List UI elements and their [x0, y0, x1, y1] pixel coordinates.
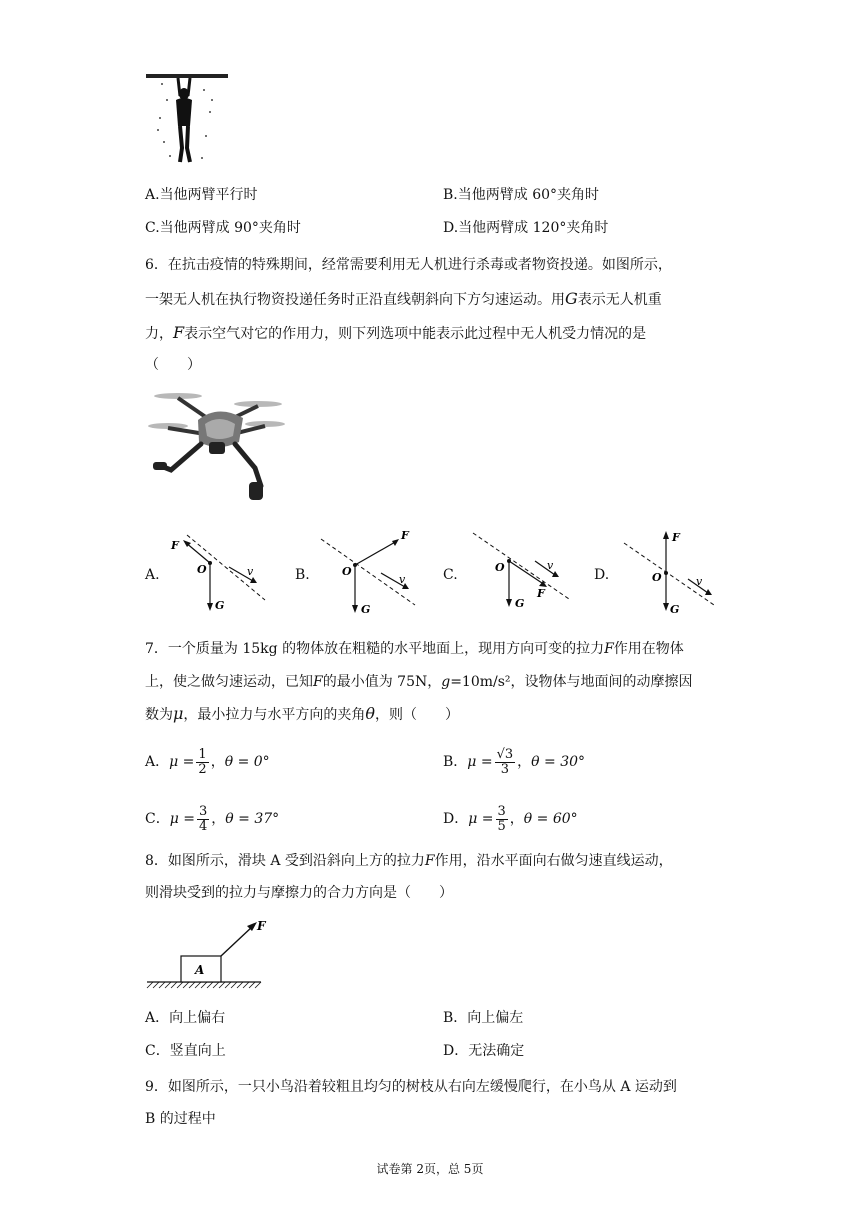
q6-line-4: （ ） [145, 357, 201, 373]
svg-text:F: F [171, 539, 179, 552]
q7-option-c: C．μ = $\frac{3}{4}$ ，θ = 37° [145, 803, 280, 834]
q7-line-1: 7．一个质量为 15kg 的物体放在粗糙的水平地面上，现用方向可变的拉力F作用在物体 [145, 641, 684, 657]
q6-option-c-key: C. [443, 567, 458, 583]
q8-block-diagram [143, 912, 268, 994]
svg-text:O: O [342, 565, 352, 578]
q6-option-a-key: A. [145, 567, 160, 583]
svg-text:v: v [399, 573, 406, 586]
q6-line-2: 一架无人机在执行物资投递任务时正沿直线朝斜向下方匀速运动。用G表示无人机重 [145, 289, 662, 308]
q7-line-3: 数为μ，最小拉力与水平方向的夹角θ，则（ ） [145, 704, 460, 723]
svg-text:O: O [652, 571, 662, 584]
svg-text:v: v [247, 565, 254, 578]
q8-line-1: 8．如图所示，滑块 A 受到沿斜向上方的拉力F作用，沿水平面向右做匀速直线运动， [145, 853, 673, 869]
pullup-figure [140, 70, 235, 170]
svg-text:G: G [361, 603, 371, 615]
svg-text:G: G [515, 597, 525, 610]
svg-text:F: F [401, 529, 409, 542]
q9-line-1: 9．如图所示，一只小鸟沿着较粗且均匀的树枝从右向左缓慢爬行，在小鸟从 A 运动到 [145, 1079, 677, 1095]
svg-text:G: G [215, 599, 225, 612]
page-footer: 试卷第 2页，总 5页 [376, 1162, 484, 1176]
q8-option-b: B．向上偏左 [443, 1010, 524, 1026]
svg-text:O: O [197, 563, 207, 576]
q7-option-b: B．μ = $\frac{√3}{3}$ ，θ = 30° [443, 746, 586, 777]
svg-text:A: A [195, 963, 205, 977]
svg-text:v: v [696, 575, 703, 588]
q6-diagram-a [165, 525, 270, 615]
q6-diagram-c [465, 525, 575, 615]
drone-image [143, 382, 288, 507]
q5-option-a: A.当他两臂平行时 [145, 187, 258, 203]
q7-line-2: 上，使之做匀速运动，已知F的最小值为 75N，g=10m/s²，设物体与地面间的动摩擦因 [145, 674, 693, 690]
q7-option-a: A．μ = $\frac{1}{2}$ ，θ = 0° [145, 746, 270, 777]
q9-line-2: B 的过程中 [145, 1111, 216, 1127]
q5-option-d: D.当他两臂成 120°夹角时 [443, 220, 609, 236]
svg-text:F: F [537, 587, 545, 600]
svg-text:v: v [547, 559, 554, 572]
q8-option-a: A．向上偏右 [145, 1010, 226, 1026]
svg-text:O: O [495, 561, 505, 574]
q8-option-d: D．无法确定 [443, 1043, 525, 1059]
q6-line-1: 6．在抗击疫情的特殊期间，经常需要利用无人机进行杀毒或者物资投递。如图所示， [145, 257, 672, 273]
q5-option-b: B.当他两臂成 60°夹角时 [443, 187, 600, 203]
svg-text:G: G [670, 603, 680, 615]
q6-diagram-d [618, 525, 723, 615]
q5-option-c: C.当他两臂成 90°夹角时 [145, 220, 301, 236]
q6-line-3: 力，F表示空气对它的作用力，则下列选项中能表示此过程中无人机受力情况的是 [145, 323, 647, 342]
q8-line-2: 则滑块受到的拉力与摩擦力的合力方向是（ ） [145, 885, 453, 901]
q6-option-b-key: B. [295, 567, 310, 583]
q8-option-c: C．竖直向上 [145, 1043, 226, 1059]
svg-text:F: F [672, 531, 680, 544]
svg-text:F: F [257, 919, 266, 933]
q6-diagram-b [315, 525, 425, 615]
q6-option-d-key: D. [594, 567, 610, 583]
q7-option-d: D．μ = $\frac{3}{5}$ ，θ = 60° [443, 803, 578, 834]
